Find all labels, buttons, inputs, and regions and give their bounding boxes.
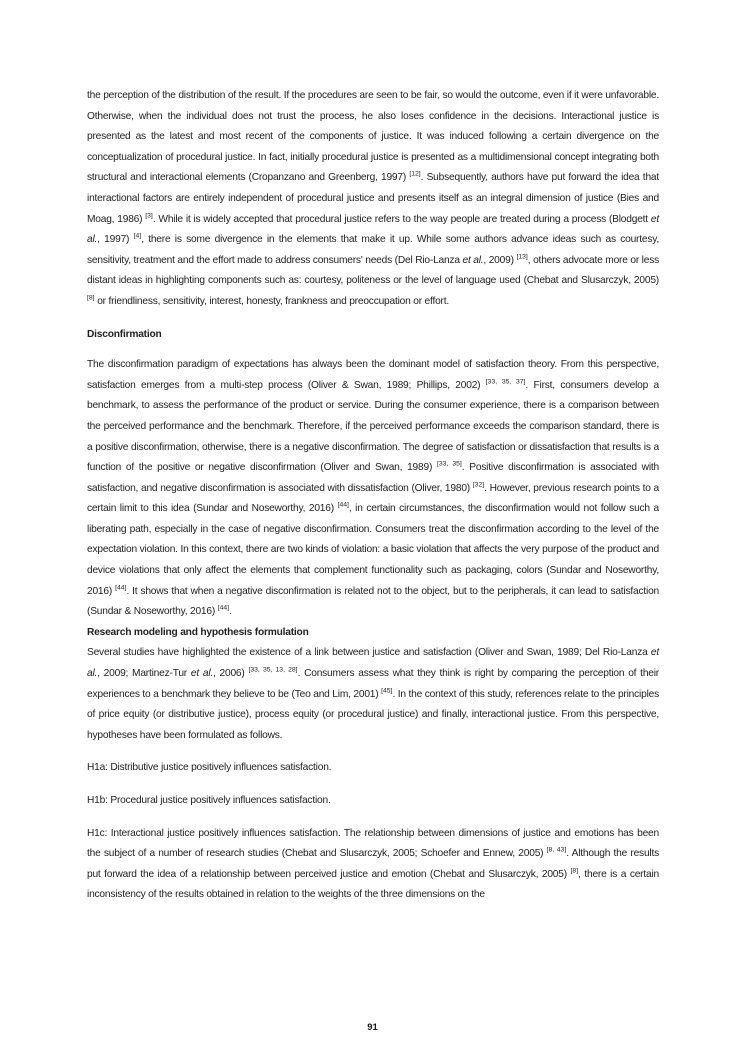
text-run: , there is a certain inconsistency of the results obtained in relation to the weights of the three dimensions on the: [87, 868, 659, 901]
citation-reference: [45]: [381, 687, 393, 695]
text-run: , there is some divergence in the elements that make it up. While some authors advance ideas such as courtesy, sensitivity, treatment and the effort made to address consumers' needs (Del Rio-Lanza: [87, 234, 659, 266]
text-run: . Although the results put forward the idea of a relationship between perceived justice and emotion (Chebat and Slusarczyk, 2005): [87, 848, 659, 880]
page-number: 91: [367, 1022, 378, 1033]
text-run: H1c: Interactional justice positively influences satisfaction. The relationship between dimensions of justice and emotions has been the subject of a number of research studies (Chebat and Slusarczyk, 2005; Schoefer and Ennew, 2005): [87, 827, 659, 860]
hypothesis-h1a: [87, 758, 659, 779]
citation-reference: [13]: [516, 253, 528, 261]
text-run: , 2009; Martinez-Tur: [97, 668, 191, 680]
research-modeling-heading: [87, 623, 659, 644]
page-footer: [0, 1022, 745, 1033]
italic-text: et al.: [462, 254, 484, 266]
citation-reference: [3]: [145, 212, 153, 220]
text-run: , 1997): [97, 234, 134, 246]
italic-text: et al.: [87, 647, 659, 680]
text-run: . It shows that when a negative disconfirmation is related not to the object, but to the peripherals, it can lead to satisfaction (Sundar & Noseworthy, 2016): [87, 585, 660, 618]
text-run: . While it is widely accepted that procedural justice refers to the way people are treated during a process (Blodgett: [152, 213, 651, 225]
text-run: . However, previous research points to a certain limit to this idea (Sundar and Noseworthy, 2016): [87, 482, 659, 515]
italic-text: et al.: [87, 213, 659, 246]
citation-reference: [44]: [217, 604, 230, 612]
text-run: the perception of the distribution of the result. If the procedures are seen to be fair, so would the outcome, even if it were unfavorable. Otherwise, when the individual does not trust the process, he also loses confidence in the decisions. Interactional justice is presented as the latest and most recent of the components of justice. It was induced following a certain divergence on the conceptualization of procedural justice. In fact, initially procedural justice is presented as a multidimensional concept integrating both structural and interactional elements (Cropanzano and Greenberg, 1997): [87, 90, 659, 184]
text-run: The disconfirmation paradigm of expectations has always been the dominant model of satisfaction theory. From this perspective, satisfaction emerges from a multi-step process (Oliver & Swan, 1989; Phillips, 2002): [87, 359, 659, 391]
text-run: , 2006): [213, 668, 249, 680]
citation-reference: [44]: [337, 501, 349, 509]
citation-reference: [8, 43]: [546, 846, 567, 854]
text-run: H1a: Distributive justice positively influences satisfaction.: [87, 762, 332, 774]
citation-reference: [12]: [409, 170, 421, 178]
text-run: H1b: Procedural justice positively influences satisfaction.: [87, 795, 331, 806]
citation-reference: [32]: [472, 481, 485, 489]
text-run: . Subsequently, authors have put forward the idea that interactional factors are entirely independent of procedural justice and presents itself as an integral dimension of justice (Bies and Moag, 1986): [87, 172, 660, 225]
text-run: , 2009): [483, 254, 517, 266]
citation-reference: [33, 35]: [436, 460, 462, 468]
hypothesis-h1c: [87, 824, 659, 906]
citation-reference: [8]: [87, 294, 95, 302]
intro-paragraph: [87, 86, 659, 313]
text-run: Research modeling and hypothesis formulation: [87, 626, 309, 638]
disconfirmation-heading: [87, 325, 659, 346]
citation-reference: [44]: [115, 584, 127, 592]
text-run: . Positive disconfirmation is associated with satisfaction, and negative disconfirmation is associated with dissatisfaction (Oliver, 1980): [87, 462, 659, 494]
citation-reference: [4]: [133, 232, 142, 240]
text-run: , others advocate more or less distant ideas in highlighting components such as: courtesy, politeness or the level of language used (Chebat and Slusarczyk, 2005): [87, 254, 659, 287]
text-run: .: [229, 606, 232, 618]
text-run: . Consumers assess what they think is right by comparing the perception of their experiences to a benchmark they believe to be (Teo and Lim, 2001): [87, 668, 660, 700]
text-run: Several studies have highlighted the existence of a link between justice and satisfaction (Oliver and Swan, 1989; Del Rio-Lanza: [87, 647, 651, 659]
citation-reference: [33, 35, 13, 28]: [248, 666, 298, 674]
disconfirmation-paragraph: [87, 355, 659, 623]
italic-text: et al.: [190, 668, 214, 680]
text-run: . First, consumers develop a benchmark, to assess the performance of the product or service. During the consumer experience, there is a comparison between the perceived performance and the benchmark. Therefore, if the perceived performance exceeds the comparison standard, there is a positive disconfirmation, otherwise, there is a negative disconfirmation. The degree of satisfaction or dissatisfaction that results is a function of the positive or negative disconfirmation (Oliver and Swan, 1989): [87, 379, 659, 474]
hypothesis-h1b: [87, 791, 659, 812]
research-modeling-paragraph: [87, 643, 659, 746]
citation-reference: [8]: [570, 867, 579, 875]
document-body: [87, 86, 659, 906]
citation-reference: [33, 35, 37]: [485, 378, 526, 386]
text-run: , in certain circumstances, the disconfirmation would not follow such a liberating path, especially in the case of negative disconfirmation. Consumers treat the disconfirmation according to the level of the expectation violation. In this context, there are two kinds of violation: a basic violation that affects the very purpose of the product and device violations that only affect the elements that complement functionality such as packaging, colors (Sundar and Noseworthy, 2016): [87, 503, 659, 597]
text-run: Disconfirmation: [87, 328, 162, 340]
text-run: or friendliness, sensitivity, interest, honesty, frankness and preoccupation or effort.: [94, 295, 449, 307]
text-run: . In the context of this study, references relate to the principles of price equity (or distributive justice), process equity (or procedural justice) and finally, interactional justice. From this perspective, hypotheses have been formulated as follows.: [87, 688, 659, 741]
